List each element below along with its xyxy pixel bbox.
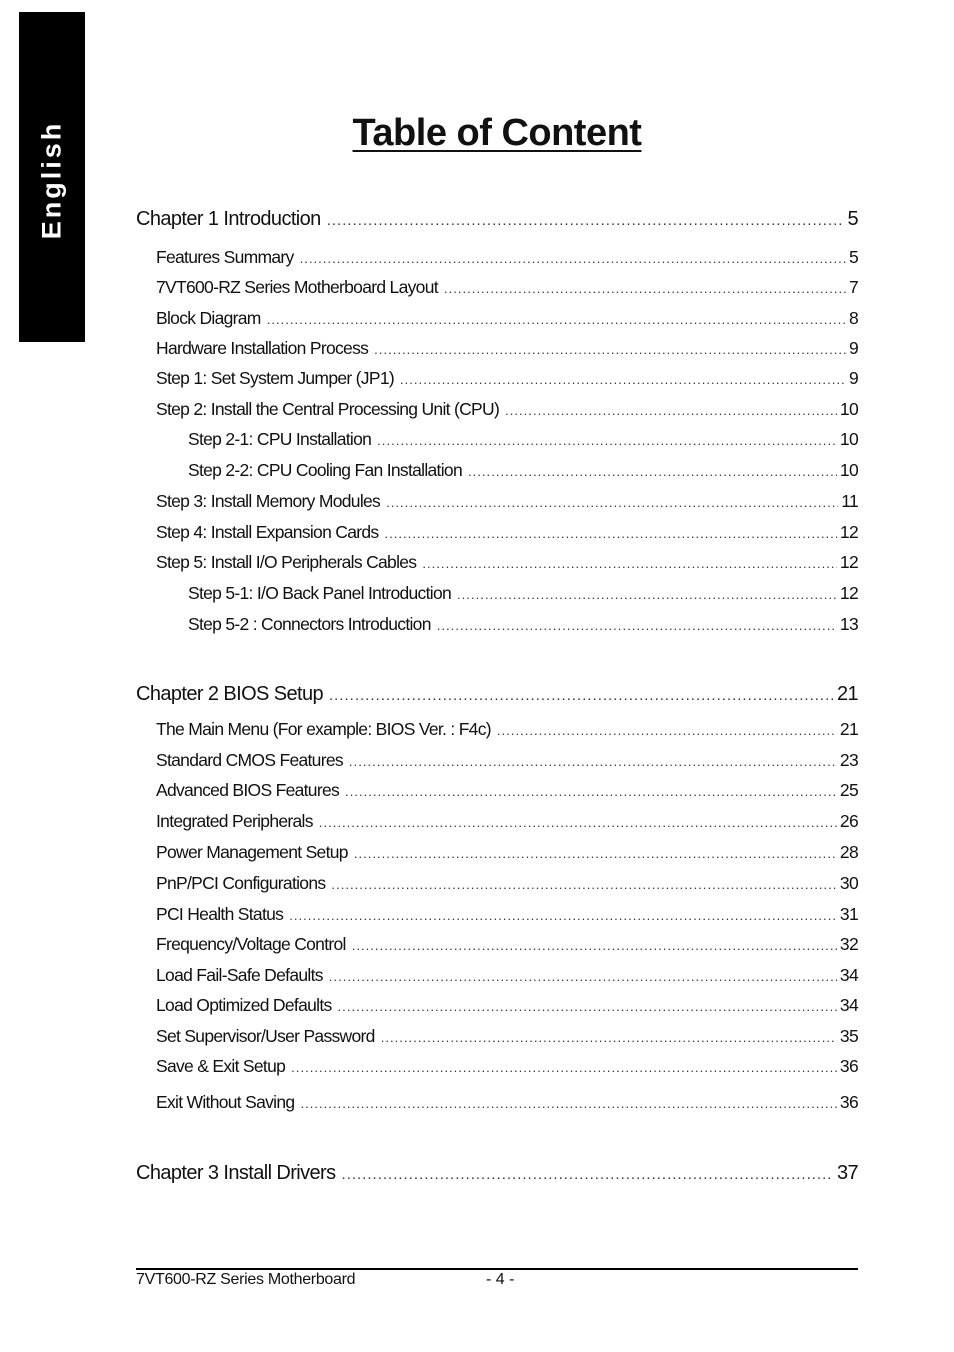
page-title: Table of Content [352,112,642,154]
toc-dot-leader [342,1166,834,1183]
toc-entry-row[interactable] [188,429,858,450]
toc-entry-page-number: 23 [839,750,858,770]
toc-dot-leader [291,1060,837,1075]
toc-dot-leader [457,587,837,602]
toc-entry-page-number: 10 [839,460,858,480]
toc-entry-label: Exit Without Saving [156,1092,295,1112]
toc-entry-page-number: 21 [839,719,858,739]
toc-entry-label: Features Summary [156,247,294,267]
footer-product-name: 7VT600-RZ Series Motherboard [136,1271,356,1288]
toc-entry-label: Step 1: Set System Jumper (JP1) [156,368,394,388]
toc-entry-page-number: 36 [839,1056,858,1076]
toc-entry-page-number: 7 [848,277,858,297]
toc-entry-page-number: 34 [839,995,858,1015]
toc-entry-page-number: 21 [836,683,858,705]
toc-entry-row[interactable] [156,719,858,740]
toc-dot-leader [289,908,837,923]
toc-entry-row[interactable] [156,995,858,1016]
toc-dot-leader [386,495,838,510]
toc-entry-page-number: 26 [839,811,858,831]
toc-entry-label: Step 2: Install the Central Processing Unit (CPU) [156,399,500,419]
toc-entry-label: Step 5-1: I/O Back Panel Introduction [188,583,452,603]
toc-entry-row[interactable] [156,1092,858,1113]
toc-entry-row[interactable] [156,780,858,801]
toc-dot-leader [354,846,837,861]
toc-entry-page-number: 12 [839,552,858,572]
toc-dot-leader [267,312,846,327]
toc-dot-leader [437,618,837,633]
toc-entry-label: 7VT600-RZ Series Motherboard Layout [156,277,438,297]
toc-entry-row[interactable] [156,750,858,771]
language-side-tab-label: English [36,120,67,240]
toc-entry-page-number: 8 [848,308,858,328]
toc-entry-label: Hardware Installation Process [156,338,369,358]
toc-dot-leader [349,754,837,769]
toc-dot-leader [338,999,837,1014]
toc-dot-leader [377,433,837,448]
toc-dot-leader [345,784,837,799]
toc-entry-row[interactable] [156,1056,858,1077]
toc-dot-leader [352,938,837,953]
toc-entry-row[interactable] [188,460,858,481]
toc-entry-page-number: 31 [839,904,858,924]
toc-entry-page-number: 10 [839,429,858,449]
toc-chapter-row[interactable] [136,1162,858,1185]
toc-entry-page-number: 9 [848,368,858,388]
toc-dot-leader [300,251,846,266]
toc-entry-label: PCI Health Status [156,904,284,924]
toc-entry-row[interactable] [156,904,858,925]
toc-entry-row[interactable] [156,491,858,512]
toc-chapter-row[interactable] [136,208,858,231]
toc-entry-label: Block Diagram [156,308,261,328]
toc-entry-row[interactable] [156,552,858,573]
toc-entry-page-number: 10 [839,399,858,419]
toc-entry-page-number: 25 [839,780,858,800]
toc-entry-page-number: 30 [839,873,858,893]
toc-dot-leader [331,877,837,892]
toc-entry-label: Advanced BIOS Features [156,780,340,800]
toc-entry-label: Step 3: Install Memory Modules [156,491,381,511]
toc-entry-page-number: 28 [839,842,858,862]
toc-entry-page-number: 12 [839,583,858,603]
toc-entry-page-number: 37 [836,1162,858,1184]
toc-entry-row[interactable] [156,934,858,955]
toc-entry-page-number: 34 [839,965,858,985]
toc-entry-label: PnP/PCI Configurations [156,873,326,893]
toc-entry-row[interactable] [156,338,858,359]
toc-entry-label: Load Fail-Safe Defaults [156,965,323,985]
toc-entry-row[interactable] [156,873,858,894]
toc-entry-label: Chapter 3 Install Drivers [136,1162,336,1184]
toc-entry-row[interactable] [156,368,858,389]
toc-entry-row[interactable] [156,1026,858,1047]
toc-dot-leader [384,526,836,541]
toc-entry-label: Chapter 2 BIOS Setup [136,683,324,705]
toc-entry-page-number: 5 [847,208,858,230]
toc-entry-row[interactable] [188,583,858,604]
toc-dot-leader [329,969,837,984]
toc-dot-leader [444,281,846,296]
toc-entry-label: Step 4: Install Expansion Cards [156,522,379,542]
toc-entry-page-number: 9 [848,338,858,358]
toc-chapter-row[interactable] [136,683,858,706]
toc-entry-label: Set Supervisor/User Password [156,1026,375,1046]
toc-dot-leader [374,342,846,357]
toc-entry-label: Step 2-2: CPU Cooling Fan Installation [188,460,462,480]
toc-entry-page-number: 36 [839,1092,858,1112]
toc-dot-leader [422,556,837,571]
toc-entry-page-number: 12 [839,522,858,542]
toc-entry-label: Frequency/Voltage Control [156,934,346,954]
toc-entry-label: Integrated Peripherals [156,811,313,831]
toc-entry-label: Step 5: Install I/O Peripherals Cables [156,552,417,572]
toc-entry-page-number: 35 [839,1026,858,1046]
footer-page-number: - 4 - [486,1271,515,1288]
toc-dot-leader [381,1030,837,1045]
toc-dot-leader [468,464,837,479]
toc-entry-row[interactable] [156,842,858,863]
toc-entry-label: Save & Exit Setup [156,1056,286,1076]
toc-dot-leader [300,1096,836,1111]
toc-entry-label: Standard CMOS Features [156,750,343,770]
toc-dot-leader [329,687,834,704]
toc-entry-label: Step 2-1: CPU Installation [188,429,372,449]
toc-entry-row[interactable] [156,277,858,298]
toc-entry-row[interactable] [156,308,858,329]
toc-entry-label: Power Management Setup [156,842,348,862]
toc-entry-page-number: 5 [848,247,858,267]
toc-dot-leader [497,723,837,738]
toc-entry-label: The Main Menu (For example: BIOS Ver. : F4c) [156,719,491,739]
toc-entry-page-number: 32 [839,934,858,954]
toc-entry-label: Step 5-2 : Connectors Introduction [188,614,431,634]
toc-entry-page-number: 13 [839,614,858,634]
toc-dot-leader [327,212,845,229]
toc-dot-leader [319,815,837,830]
toc-dot-leader [400,372,846,387]
toc-entry-label: Chapter 1 Introduction [136,208,321,230]
toc-entry-row[interactable] [156,811,858,832]
toc-entry-page-number: 11 [841,491,858,511]
toc-dot-leader [505,403,837,418]
toc-entry-label: Load Optimized Defaults [156,995,332,1015]
footer-divider [136,1268,858,1270]
toc-entry-row[interactable] [156,522,858,543]
toc-entry-row[interactable] [156,399,858,420]
toc-entry-row[interactable] [188,614,858,635]
toc-entry-row[interactable] [156,965,858,986]
toc-entry-row[interactable] [156,247,858,268]
